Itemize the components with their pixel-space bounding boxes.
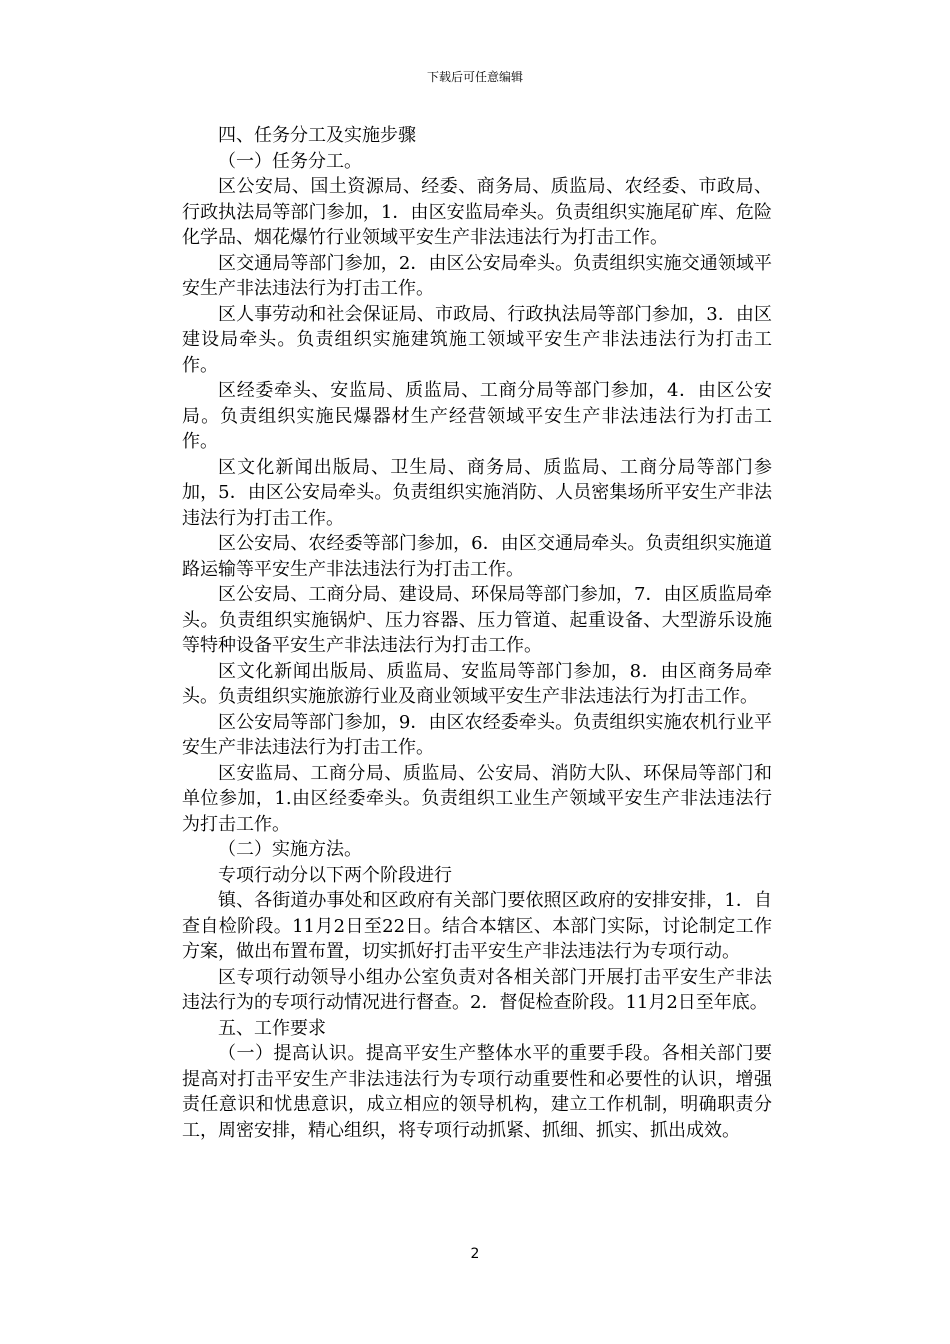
paragraph: 区公安局、工商分局、建设局、环保局等部门参加，7．由区质监局牵头。负责组织实施锅炉、压力容器、压力管道、起重设备、大型游乐设施等特种设备平安生产非法违法行为打击工作。 xyxy=(182,584,772,656)
paragraph: 镇、各街道办事处和区政府有关部门要依照区政府的安排安排，1．自查自检阶段。11月2日至22日。结合本辖区、本部门实际，讨论制定工作方案，做出布置布置，切实抓好打击平安生产非法违法行为专项行动。 xyxy=(182,890,772,962)
paragraph: 区交通局等部门参加，2．由区公安局牵头。负责组织实施交通领域平安生产非法违法行为打击工作。 xyxy=(182,252,772,299)
section-heading: 四、任务分工及实施步骤 xyxy=(218,125,416,146)
subsection-heading: （二）实施方法。 xyxy=(218,839,362,860)
paragraph: 区公安局、农经委等部门参加，6．由区交通局牵头。负责组织实施道路运输等平安生产非法违法行为打击工作。 xyxy=(182,533,772,580)
page-header: 下载后可任意编辑 xyxy=(426,70,523,84)
paragraph: 区文化新闻出版局、质监局、安监局等部门参加，8．由区商务局牵头。负责组织实施旅游行业及商业领域平安生产非法违法行为打击工作。 xyxy=(182,660,772,707)
paragraph: 区公安局、国土资源局、经委、商务局、质监局、农经委、市政局、行政执法局等部门参加，1．由区安监局牵头。负责组织实施尾矿库、危险化学品、烟花爆竹行业领域平安生产非法违法行为打击工作。 xyxy=(182,176,772,248)
paragraph: 区文化新闻出版局、卫生局、商务局、质监局、工商分局等部门参加，5．由区公安局牵头。负责组织实施消防、人员密集场所平安生产非法违法行为打击工作。 xyxy=(182,456,772,529)
page-number: 2 xyxy=(470,1246,480,1262)
paragraph: 区经委牵头、安监局、质监局、工商分局等部门参加，4．由区公安局。负责组织实施民爆器材生产经营领域平安生产非法违法行为打击工作。 xyxy=(182,380,772,452)
paragraph: 区专项行动领导小组办公室负责对各相关部门开展打击平安生产非法违法行为的专项行动情况进行督查。2．督促检查阶段。11月2日至年底。 xyxy=(182,966,772,1013)
paragraph: 区人事劳动和社会保证局、市政局、行政执法局等部门参加，3．由区建设局牵头。负责组织实施建筑施工领域平安生产非法违法行为打击工作。 xyxy=(182,303,772,376)
paragraph: 区公安局等部门参加，9．由区农经委牵头。负责组织实施农机行业平安生产非法违法行为打击工作。 xyxy=(182,711,772,758)
document-body xyxy=(182,123,772,1143)
section-heading: 五、工作要求 xyxy=(218,1017,326,1039)
paragraph: 区安监局、工商分局、质监局、公安局、消防大队、环保局等部门和单位参加，1.由区经委牵头。负责组织工业生产领域平安生产非法违法行为打击工作。 xyxy=(182,762,772,835)
paragraph: 专项行动分以下两个阶段进行 xyxy=(218,864,452,886)
paragraph: （一）提高认识。提高平安生产整体水平的重要手段。各相关部门要提高对打击平安生产非法违法行为专项行动重要性和必要性的认识，增强责任意识和忧患意识，成立相应的领导机构，建立工作机制，明确职责分工，周密安排，精心组织，将专项行动抓紧、抓细、抓实、抓出成效。 xyxy=(182,1043,772,1141)
subsection-heading: （一）任务分工。 xyxy=(218,150,362,172)
